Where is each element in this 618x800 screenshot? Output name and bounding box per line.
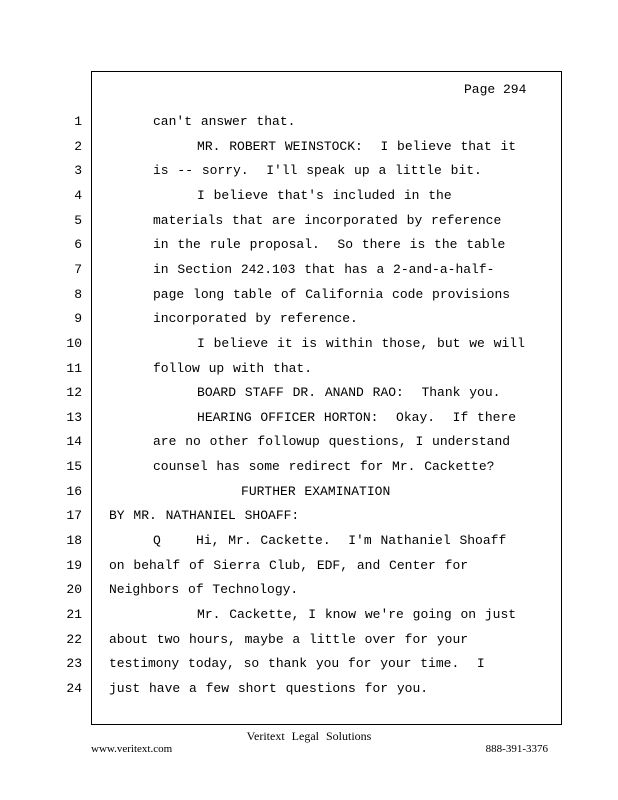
line-number: 11	[66, 361, 82, 376]
footer-phone: 888-391-3376	[485, 743, 548, 755]
line-number: 24	[66, 681, 82, 696]
line-number: 13	[66, 410, 82, 425]
transcript-line: on behalf of Sierra Club, EDF, and Center for	[109, 558, 469, 573]
transcript-line: in the rule proposal. So there is the table	[109, 237, 506, 252]
line-number: 3	[74, 163, 82, 178]
transcript-line: in Section 242.103 that has a 2-and-a-half-	[109, 262, 495, 277]
page-number: Page 294	[464, 82, 527, 97]
line-number: 21	[66, 607, 82, 622]
line-number: 17	[66, 508, 82, 523]
line-number: 20	[66, 582, 82, 597]
line-number: 6	[74, 237, 82, 252]
line-number: 12	[66, 385, 82, 400]
line-number: 18	[66, 533, 82, 548]
transcript-line: Mr. Cackette, I know we're going on just	[109, 607, 517, 622]
line-number: 15	[66, 459, 82, 474]
line-number: 2	[74, 139, 82, 154]
transcript-line: page long table of California code provisions	[109, 287, 511, 302]
transcript-line: materials that are incorporated by reference	[109, 213, 502, 228]
line-number: 9	[74, 311, 82, 326]
line-number: 7	[74, 262, 82, 277]
line-number: 19	[66, 558, 82, 573]
transcript-line: FURTHER EXAMINATION	[109, 484, 391, 499]
line-number: 1	[74, 114, 82, 129]
footer-company: Veritext Legal Solutions	[246, 729, 372, 743]
line-number: 23	[66, 656, 82, 671]
line-number: 8	[74, 287, 82, 302]
transcript-line: counsel has some redirect for Mr. Cackette?	[109, 459, 495, 474]
transcript-line: Neighbors of Technology.	[109, 582, 299, 597]
transcript-line: I believe that's included in the	[109, 188, 452, 203]
line-number: 5	[74, 213, 82, 228]
line-number: 22	[66, 632, 82, 647]
transcript-line: I believe it is within those, but we will	[109, 336, 525, 351]
footer-website: www.veritext.com	[91, 743, 173, 755]
transcript-line: MR. ROBERT WEINSTOCK: I believe that it	[109, 139, 517, 154]
line-number: 10	[66, 336, 82, 351]
transcript-line: BY MR. NATHANIEL SHOAFF:	[109, 508, 300, 523]
transcript-line: can't answer that.	[109, 114, 296, 129]
transcript-line: just have a few short questions for you.	[109, 681, 429, 696]
line-number: 14	[66, 434, 82, 449]
transcript-line: is -- sorry. I'll speak up a little bit.	[109, 163, 482, 178]
transcript-line: follow up with that.	[109, 361, 313, 376]
transcript-line: about two hours, maybe a little over for your	[109, 632, 469, 647]
transcript-line: HEARING OFFICER HORTON: Okay. If there	[109, 410, 517, 425]
line-number: 4	[74, 188, 82, 203]
transcript-line: testimony today, so thank you for your time. I	[109, 656, 485, 671]
transcript-line: BOARD STAFF DR. ANAND RAO: Thank you.	[109, 385, 501, 400]
transcript-line: are no other followup questions, I understand	[109, 434, 511, 449]
transcript-line: Q Hi, Mr. Cackette. I'm Nathaniel Shoaff	[109, 533, 507, 548]
line-number: 16	[66, 484, 82, 499]
transcript-line: incorporated by reference.	[109, 311, 358, 326]
